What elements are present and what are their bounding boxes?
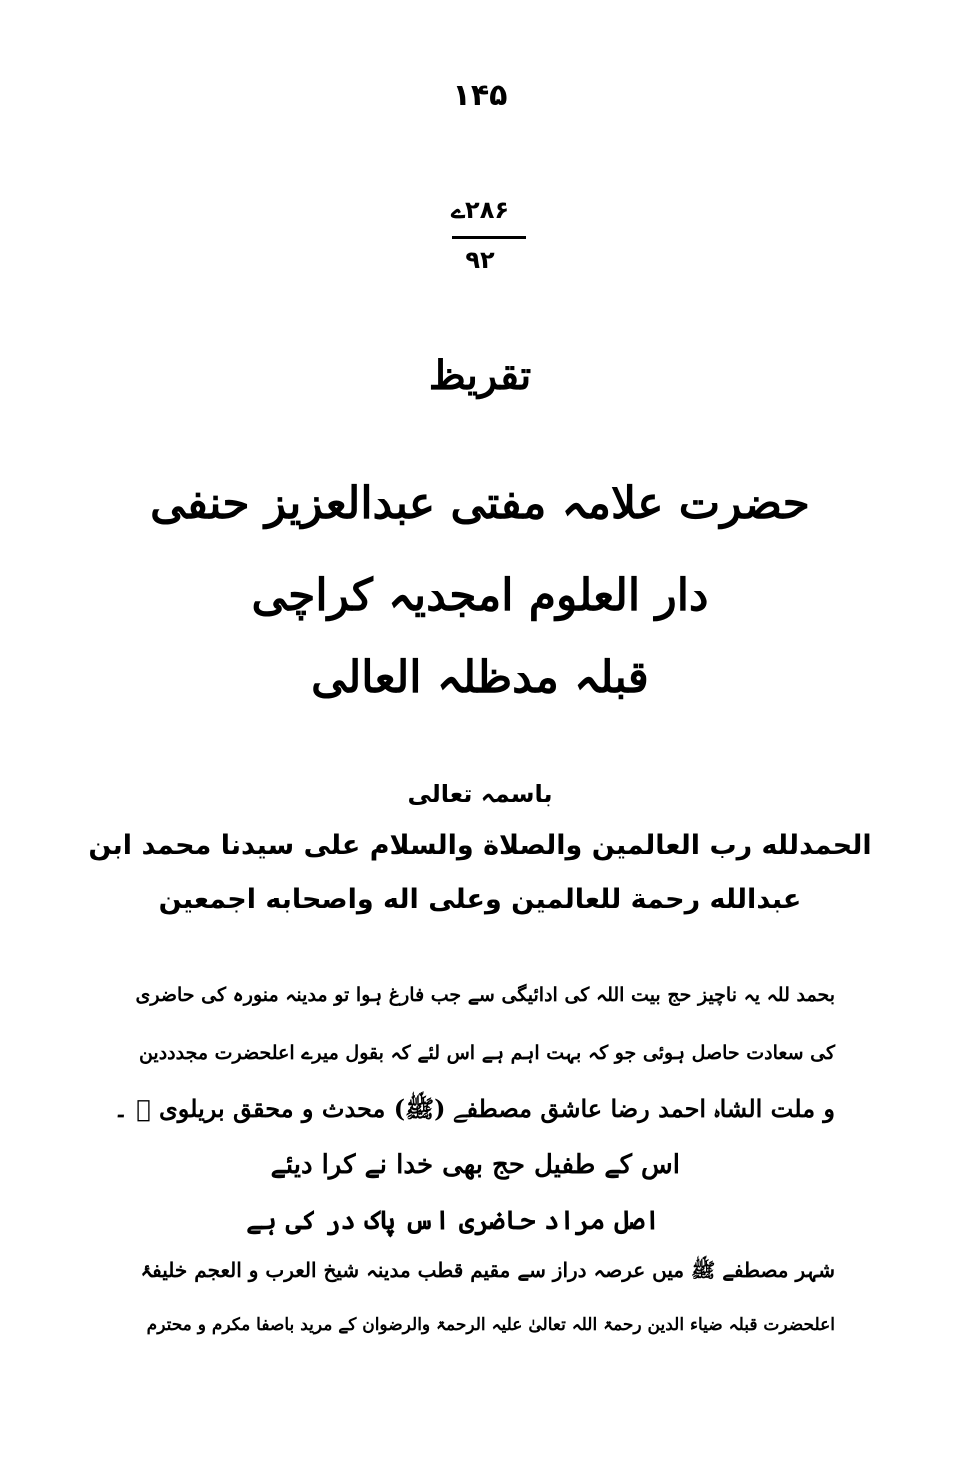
section-heading: تقریظ bbox=[428, 352, 532, 399]
title-line-honorific: قبلہ مدظلہ العالی bbox=[311, 652, 649, 703]
verse-line-2: اصل مراد حاضری اس پاک در کی ہے bbox=[246, 1206, 660, 1236]
body-line-2: کی سعادت حاصل ہوئی جو کہ بہت اہم ہے اس لئے کہ بقول میرے اعلحضرت مجدددین bbox=[138, 1042, 835, 1064]
body-line-1: بحمد للہ یہ ناچیز حج بیت اللہ کی ادائیگی سے جب فارغ ہوا تو مدینہ منورہ کی حاضری bbox=[135, 984, 835, 1006]
reference-numerator: ۲۸۶ے bbox=[450, 196, 509, 224]
body-line-4: شہر مصطفے ﷺ میں عرصہ دراز سے مقیم قطب مدینہ شیخ العرب و العجم خلیفۂ bbox=[140, 1258, 835, 1282]
reference-denominator: ۹۲ bbox=[465, 246, 495, 274]
doxology-line-1: الحمدلله رب العالمين والصلاة والسلام على سيدنا محمد ابن bbox=[88, 830, 872, 861]
body-line-3: و ملت الشاہ احمد رضا عاشق مصطفے (ﷺ) محدث و محقق بریلوی ﷫ ۔ bbox=[113, 1094, 835, 1123]
invocation: باسمہ تعالی bbox=[407, 780, 553, 808]
doxology-line-2: عبدالله رحمة للعالمين وعلى اله واصحابه اجمعين bbox=[158, 884, 802, 915]
title-line-author: حضرت علامہ مفتی عبدالعزیز حنفی bbox=[150, 478, 810, 529]
verse-line-1: اس کے طفیل حج بھی خدا نے کرا دیئے bbox=[270, 1150, 680, 1180]
body-line-5: اعلحضرت قبلہ ضیاء الدین رحمۃ اللہ تعالیٰ علیہ الرحمۃ والرضوان کے مرید باصفا مکرم و محترم bbox=[146, 1315, 835, 1335]
page-number: ۱۴۵ bbox=[452, 78, 508, 113]
title-line-institution: دار العلوم امجدیہ کراچی bbox=[251, 570, 709, 621]
reference-divider bbox=[452, 236, 526, 239]
